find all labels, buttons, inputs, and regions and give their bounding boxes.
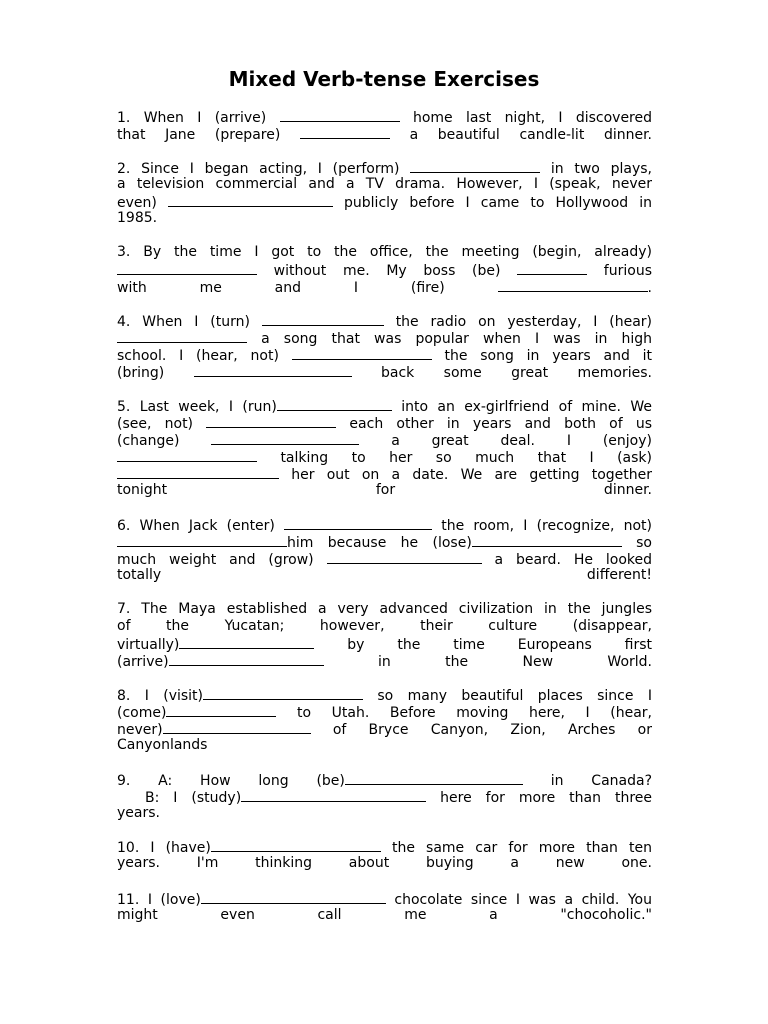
answer-blank[interactable]	[277, 397, 392, 411]
answer-blank[interactable]	[203, 686, 363, 700]
exercise-text: a song that was popular when I was in high	[247, 331, 652, 347]
exercise-text: that Jane (prepare)	[117, 127, 300, 143]
exercise-line	[117, 907, 652, 924]
exercise-line	[117, 176, 652, 193]
exercise-line	[117, 261, 652, 278]
exercise-line	[117, 855, 652, 872]
answer-blank[interactable]	[117, 329, 247, 343]
exercise-text: Canyonlands	[117, 737, 208, 753]
exercise-text: (arrive)	[117, 654, 169, 670]
exercise-line	[117, 601, 652, 618]
answer-blank[interactable]	[498, 278, 648, 292]
exercise-line	[117, 720, 652, 737]
exercise-11	[117, 890, 652, 924]
exercise-text: talking to her so much that I (ask)	[257, 450, 652, 466]
exercise-text: .	[647, 280, 652, 296]
answer-blank[interactable]	[168, 193, 333, 207]
exercise-text: each other in years and both of us	[336, 416, 652, 432]
answer-blank[interactable]	[206, 414, 336, 428]
exercise-line	[117, 771, 652, 788]
exercise-text: never)	[117, 722, 163, 738]
page-title: Mixed Verb-tense Exercises	[228, 67, 540, 91]
exercise-line	[117, 193, 652, 210]
exercise-text: back some great memories.	[351, 365, 653, 381]
exercise-text: totally different!	[117, 567, 652, 583]
exercise-line	[117, 363, 652, 380]
answer-blank[interactable]	[117, 533, 287, 547]
exercise-text: in Canada?	[522, 773, 653, 789]
exercise-text: 2. Since I began acting, I (perform)	[117, 161, 411, 177]
exercise-text: 8. I (visit)	[117, 688, 204, 704]
exercise-text: furious	[587, 263, 652, 279]
exercise-line	[117, 618, 652, 635]
exercise-text: a television commercial and a TV drama. However, I (speak, never	[117, 176, 652, 192]
exercise-line	[117, 533, 652, 550]
exercise-line	[117, 244, 652, 261]
exercise-line	[117, 890, 652, 907]
exercise-text: so many beautiful places since I	[363, 688, 652, 704]
exercise-line	[117, 210, 652, 227]
exercise-text: 7. The Maya established a very advanced civilization in the jungles	[117, 601, 652, 617]
answer-blank[interactable]	[194, 363, 352, 377]
answer-blank[interactable]	[345, 771, 523, 785]
exercise-line	[117, 397, 652, 414]
exercise-text: 3. By the time I got to the office, the meeting (begin, already)	[117, 244, 652, 260]
exercise-text: a beard. He looked	[481, 552, 652, 568]
exercise-text: into an ex-girlfriend of mine. We	[391, 399, 653, 415]
exercise-text: a great deal. I (enjoy)	[359, 433, 652, 449]
answer-blank[interactable]	[211, 838, 381, 852]
exercise-6	[117, 516, 652, 584]
answer-blank[interactable]	[166, 703, 276, 717]
exercise-text: her out on a date. We are getting together	[279, 467, 652, 483]
answer-blank[interactable]	[517, 261, 587, 275]
exercise-text: much weight and (grow)	[117, 552, 327, 568]
exercise-line	[117, 108, 652, 125]
exercise-2	[117, 159, 652, 227]
exercise-9	[117, 771, 652, 822]
answer-blank[interactable]	[201, 890, 386, 904]
exercise-text: him because he (lose)	[287, 535, 472, 551]
exercise-text: the same car for more than ten	[380, 840, 652, 856]
exercise-text: school. I (hear, not)	[117, 348, 292, 364]
exercise-line	[117, 329, 652, 346]
exercise-line	[117, 788, 652, 805]
exercise-line	[117, 431, 652, 448]
exercise-text: (change)	[117, 433, 212, 449]
exercise-text: of Bryce Canyon, Zion, Arches or	[310, 722, 652, 738]
exercise-text: 5. Last week, I (run)	[117, 399, 277, 415]
exercise-text: (come)	[117, 705, 167, 721]
exercise-5	[117, 397, 652, 499]
answer-blank[interactable]	[117, 465, 279, 479]
exercise-7	[117, 601, 652, 669]
exercise-text: 6. When Jack (enter)	[117, 518, 285, 534]
exercise-text: in the New World.	[323, 654, 652, 670]
exercise-line	[117, 465, 652, 482]
exercise-line	[117, 737, 652, 754]
answer-blank[interactable]	[472, 533, 622, 547]
answer-blank[interactable]	[241, 788, 426, 802]
exercise-text: with me and I (fire)	[117, 280, 498, 296]
exercise-text: publicly before I came to Hollywood in	[332, 195, 652, 211]
exercise-text: 9. A: How long (be)	[117, 773, 345, 789]
exercise-text: the song in years and it	[431, 348, 653, 364]
exercise-text: (bring)	[117, 365, 194, 381]
answer-blank[interactable]	[179, 635, 314, 649]
exercise-line	[117, 838, 652, 855]
answer-blank[interactable]	[284, 516, 432, 530]
answer-blank[interactable]	[117, 448, 257, 462]
exercise-line	[117, 125, 652, 142]
exercise-text: 11. I (love)	[117, 892, 201, 908]
answer-blank[interactable]	[292, 346, 432, 360]
exercise-line	[117, 278, 652, 295]
exercise-line	[117, 703, 652, 720]
exercise-line	[117, 159, 652, 176]
exercise-line	[117, 482, 652, 499]
exercise-line	[117, 312, 652, 329]
exercise-text: (see, not)	[117, 416, 207, 432]
exercise-line	[117, 448, 652, 465]
exercise-text: to Utah. Before moving here, I (hear,	[276, 705, 652, 721]
exercise-text: tonight for dinner.	[117, 482, 652, 498]
exercise-line	[117, 414, 652, 431]
answer-blank[interactable]	[300, 125, 390, 139]
exercise-text: B: I (study)	[145, 790, 242, 806]
exercise-line	[117, 652, 652, 669]
exercise-text: even)	[117, 195, 168, 211]
exercise-line	[117, 567, 652, 584]
exercise-text: years.	[117, 805, 160, 821]
exercise-text: here for more than three	[426, 790, 652, 806]
exercise-text: in two plays,	[540, 161, 652, 177]
exercise-text: 1. When I (arrive)	[117, 110, 280, 126]
exercise-text: the room, I (recognize, not)	[432, 518, 652, 534]
answer-blank[interactable]	[163, 720, 311, 734]
exercise-10	[117, 838, 652, 872]
exercise-text: of the Yucatan; however, their culture (disappear,	[117, 618, 652, 634]
exercise-8	[117, 686, 652, 754]
answer-blank[interactable]	[327, 550, 482, 564]
exercise-text: so	[621, 535, 652, 551]
answer-blank[interactable]	[117, 261, 257, 275]
exercise-text: a beautiful candle-lit dinner.	[389, 127, 652, 143]
exercise-text: chocolate since I was a child. You	[385, 892, 652, 908]
exercise-3	[117, 244, 652, 295]
exercise-text: without me. My boss (be)	[257, 263, 518, 279]
answer-blank[interactable]	[211, 431, 359, 445]
exercise-text: virtually)	[117, 637, 180, 653]
answer-blank[interactable]	[410, 159, 540, 173]
exercise-text: might even call me a "chocoholic."	[117, 907, 652, 923]
exercise-text: years. I'm thinking about buying a new one.	[117, 855, 652, 871]
exercise-line	[117, 346, 652, 363]
answer-blank[interactable]	[262, 312, 384, 326]
exercise-line	[117, 805, 652, 822]
exercise-1	[117, 108, 652, 142]
answer-blank[interactable]	[280, 108, 400, 122]
answer-blank[interactable]	[169, 652, 324, 666]
exercise-text: by the time Europeans first	[314, 637, 652, 653]
exercise-line	[117, 550, 652, 567]
exercise-line	[117, 635, 652, 652]
exercise-text: 4. When I (turn)	[117, 314, 262, 330]
exercise-line	[117, 516, 652, 533]
exercise-text: 1985.	[117, 210, 158, 226]
exercise-text: the radio on yesterday, I (hear)	[383, 314, 652, 330]
exercise-text: 10. I (have)	[117, 840, 211, 856]
exercise-line	[117, 686, 652, 703]
exercise-text: home last night, I discovered	[399, 110, 653, 126]
exercise-4	[117, 312, 652, 380]
